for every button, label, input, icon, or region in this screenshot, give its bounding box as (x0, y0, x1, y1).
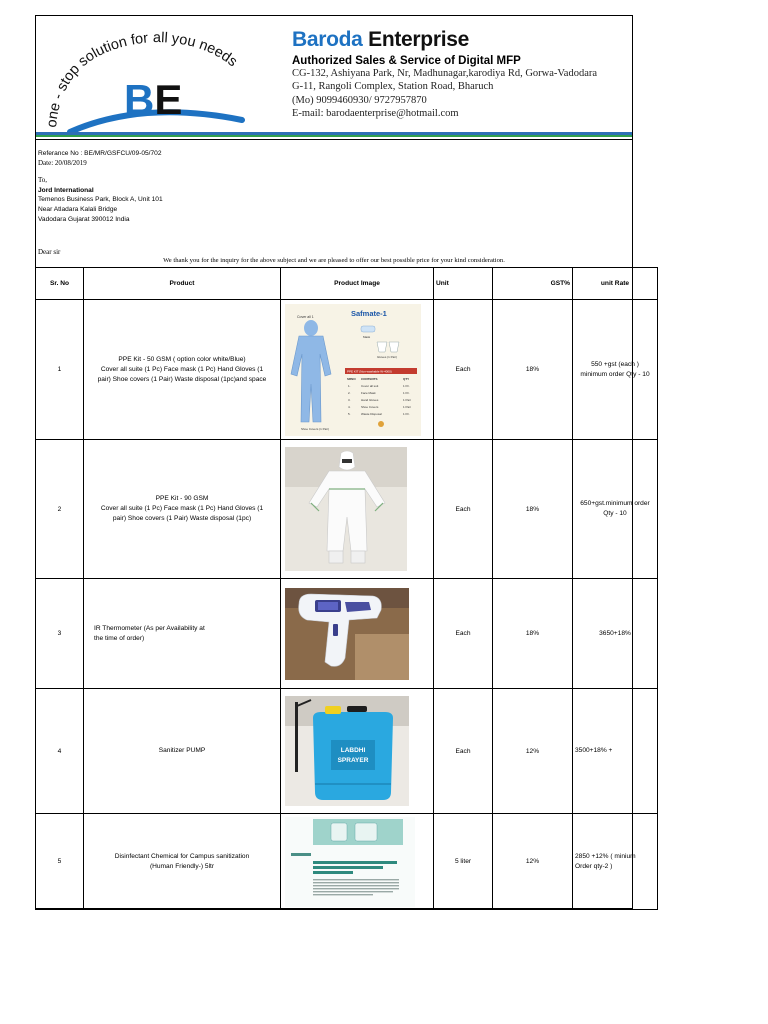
company-logo (42, 28, 272, 138)
recipient-name: Jord International (38, 186, 94, 194)
band-green (36, 135, 632, 137)
product-line: Cover all suite (1 Pc) Face mask (1 Pc) Hand Gloves (1 (100, 505, 264, 512)
ir-thermometer-image (285, 588, 409, 680)
to-label: To, (38, 176, 48, 185)
cell-product (84, 579, 281, 689)
cell-unit-rate (573, 579, 658, 689)
product-line: Disinfectant Chemical for Campus sanitization (114, 852, 250, 860)
cell-product-image (281, 440, 434, 579)
header-gst: GST% (493, 268, 573, 300)
letterhead (36, 16, 632, 136)
logo-arc-text: one - stop solution for all you needs (44, 29, 241, 129)
header-unit-rate: unit Rate (573, 268, 658, 300)
svg-text:Mask: Mask (363, 334, 371, 339)
table-row (36, 814, 658, 910)
header-bands (36, 132, 632, 140)
header-product: Product (84, 268, 281, 300)
cell-product (84, 689, 281, 814)
company-name-part1: Baroda (292, 28, 363, 51)
svg-text:Waste Disposal: Waste Disposal (361, 411, 382, 416)
cell-unit: Each (434, 579, 493, 689)
company-address-1: CG-132, Ashiyana Park, Nr, Madhunagar,karodiya Rd, Gorwa-Vadodara (292, 68, 598, 79)
reference-number: Referance No : BE/MR/GSFCU/09-05/702 (38, 150, 162, 157)
product-line: Sanitizer PUMP (158, 747, 206, 754)
svg-text:PPE KIT (Non-washable W-4000): PPE KIT (Non-washable W-4000) (347, 369, 392, 373)
svg-text:LABDHI: LABDHI (340, 747, 366, 754)
cell-unit-rate (573, 689, 658, 814)
product-line: PPE Kit - 90 GSM (155, 495, 209, 502)
cell-product-image (281, 689, 434, 814)
cell-product-image (281, 814, 434, 910)
svg-text:Cover all 1: Cover all 1 (297, 314, 314, 319)
svg-text:SRNO: SRNO (347, 376, 356, 381)
band-line (36, 139, 632, 140)
product-line: pair) Shoe covers (1 Pair) Waste disposal (1pc) (112, 515, 252, 522)
svg-text:Shoe Covers: Shoe Covers (361, 404, 379, 409)
rate-line: Qty - 10 (603, 510, 627, 517)
table-row (36, 440, 658, 579)
cell-gst: 12% (493, 814, 573, 910)
product-line: Cover all suite (1 Pc) Face mask (1 Pc) Hand Gloves (1 (100, 365, 264, 373)
svg-text:1.: 1. (348, 383, 351, 388)
salutation: Dear sir (38, 248, 61, 256)
svg-text:4.: 4. (348, 404, 351, 409)
rate-line: 650+gst.minimum order (580, 500, 650, 507)
cell-sr-no: 1 (36, 300, 84, 440)
sanitizer-pump-image (285, 696, 409, 806)
rate-line: minimum order Qty - 10 (580, 370, 650, 378)
product-line: PPE Kit - 50 GSM ( option color white/Blue) (118, 355, 246, 363)
cell-unit-rate (573, 440, 658, 579)
rate-line: 2850 +12% ( minium (575, 852, 636, 860)
cell-gst: 18% (493, 579, 573, 689)
ppe-kit-90gsm-image (285, 447, 407, 571)
reference-date: Date: 20/08/2019 (38, 158, 87, 167)
ppe-kit-safmate-image (285, 304, 421, 436)
svg-text:1 Pc.: 1 Pc. (403, 411, 410, 416)
cell-product (84, 814, 281, 910)
table-row (36, 579, 658, 689)
cell-unit: Each (434, 440, 493, 579)
cell-gst: 18% (493, 440, 573, 579)
cell-sr-no: 3 (36, 579, 84, 689)
cell-gst: 12% (493, 689, 573, 814)
header-product-image: Product Image (281, 268, 434, 300)
svg-text:2.: 2. (348, 390, 351, 395)
svg-text:1 Pc.: 1 Pc. (403, 383, 410, 388)
recipient-address-2: Near Atladara Kalali Bridge (38, 205, 118, 213)
company-name (292, 28, 632, 52)
company-address-2: G-11, Rangoli Complex, Station Road, Bharuch (292, 81, 494, 93)
svg-text:3.: 3. (348, 397, 351, 402)
header-unit: Unit (434, 268, 493, 300)
cell-unit: 5 liter (434, 814, 493, 910)
svg-text:Hand Gloves: Hand Gloves (361, 397, 379, 402)
recipient-address-1: Temenos Business Park, Block A, Unit 101 (38, 196, 163, 204)
rate-line: 3500+18% + (575, 747, 613, 754)
recipient-address-3: Vadodara Gujarat 390012 India (38, 215, 130, 223)
svg-text:Safmate-1: Safmate-1 (351, 308, 387, 318)
cell-sr-no: 4 (36, 689, 84, 814)
intro-text: We thank you for the inquiry for the above subject and we are pleased to offer our best possible price for your kind consideration. (163, 257, 505, 264)
rate-line: 550 +gst (each ) (591, 360, 639, 368)
cell-gst: 18% (493, 300, 573, 440)
svg-text:Shoe Covers (1 Pair): Shoe Covers (1 Pair) (301, 426, 330, 431)
disinfectant-brochure-image (285, 817, 415, 907)
cell-product (84, 440, 281, 579)
company-name-part2: Enterprise (368, 28, 469, 51)
company-phone: (Mo) 9099460930/ 9727957870 (292, 94, 427, 106)
rate-line: Order qty-2 ) (575, 862, 613, 870)
svg-text:Face Mask: Face Mask (361, 390, 376, 395)
header-sr-no: Sr. No (36, 268, 84, 300)
table-header-row (36, 268, 658, 300)
product-line: pair) Shoe covers (1 Pair) Waste disposal (1pc)and space (97, 375, 267, 383)
cell-product (84, 300, 281, 440)
rate-line: 3650+18% (599, 629, 631, 637)
company-tagline: Authorized Sales & Service of Digital MFP (292, 55, 521, 67)
product-line: IR Thermometer (As per Availability at (94, 624, 205, 632)
cell-product-image (281, 300, 434, 440)
table-row (36, 300, 658, 440)
svg-text:QTY: QTY (403, 376, 410, 381)
cell-sr-no: 5 (36, 814, 84, 910)
product-line: (Human Friendly-) 5ltr (149, 862, 215, 870)
items-table (35, 267, 658, 910)
svg-text:1 Pair: 1 Pair (403, 404, 411, 409)
cell-unit: Each (434, 689, 493, 814)
svg-text:5.: 5. (348, 411, 351, 416)
cell-sr-no: 2 (36, 440, 84, 579)
cell-unit-rate (573, 300, 658, 440)
svg-text:1 Pc.: 1 Pc. (403, 390, 410, 395)
company-info (292, 28, 632, 121)
product-line: the time of order) (94, 634, 145, 642)
cell-product-image (281, 579, 434, 689)
svg-text:SPRAYER: SPRAYER (337, 757, 369, 764)
svg-text:Gloves (1 Pair): Gloves (1 Pair) (377, 354, 398, 359)
cell-unit-rate (573, 814, 658, 910)
reference-block (38, 149, 163, 224)
quotation-sheet (35, 15, 650, 909)
company-email: E-mail: barodaenterprise@hotmail.com (292, 108, 459, 120)
svg-text:1 Pair: 1 Pair (403, 397, 411, 402)
table-row (36, 689, 658, 814)
svg-text:CONTENTS: CONTENTS (361, 376, 378, 381)
svg-text:Cover all suit: Cover all suit (361, 383, 379, 388)
cell-unit: Each (434, 300, 493, 440)
logo-mark: BE (124, 76, 183, 123)
